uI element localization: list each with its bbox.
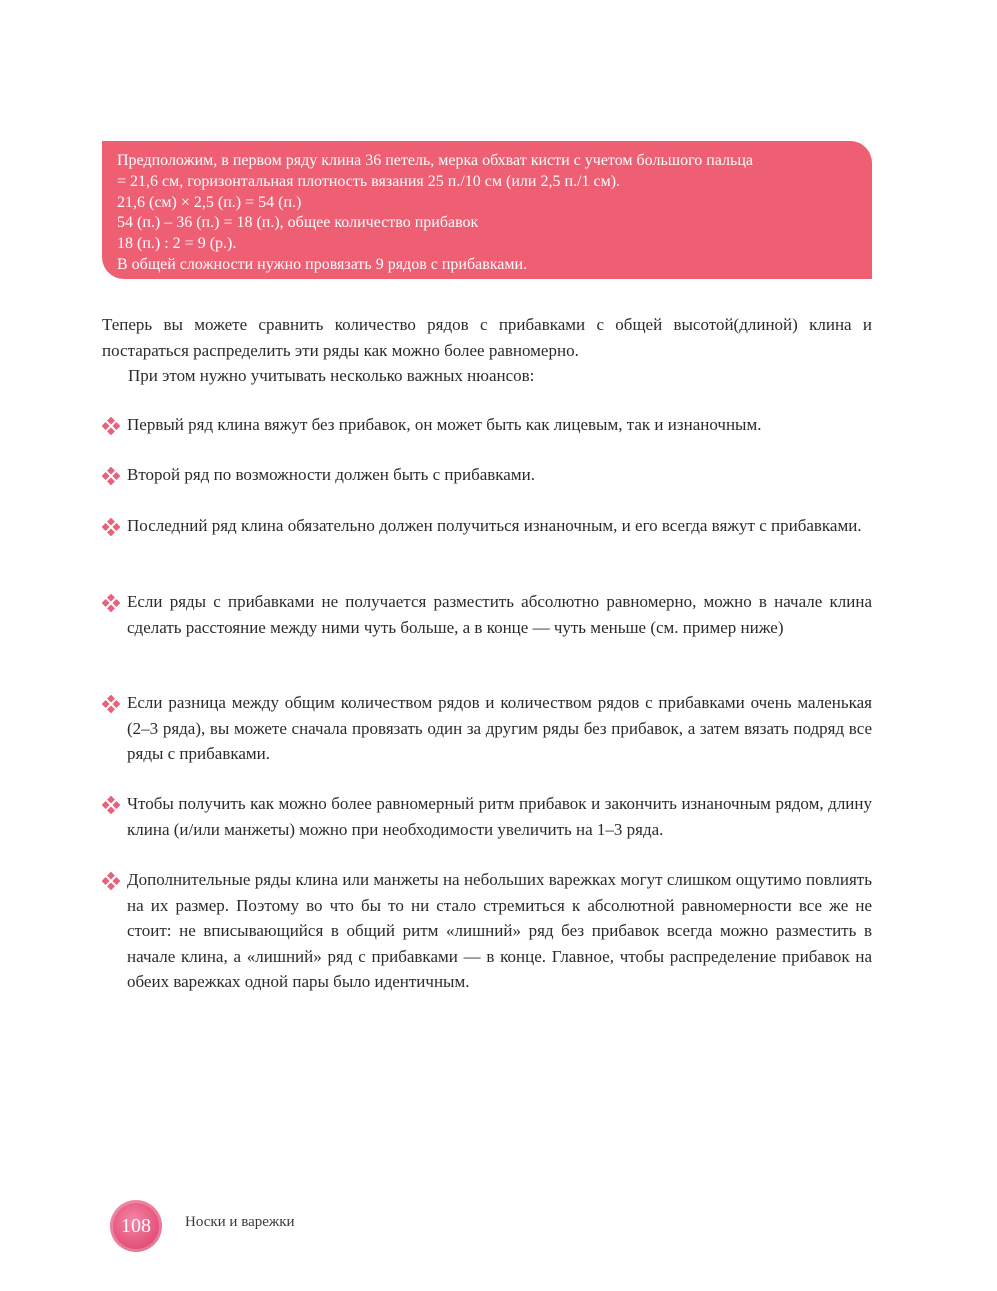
intro-text (102, 312, 872, 389)
bullet-item (102, 791, 872, 842)
bullet-text: Второй ряд по возможности должен быть с прибавками. (127, 465, 535, 484)
diamond-cluster-icon (102, 467, 120, 485)
bullet-item (102, 462, 872, 488)
intro-paragraph: Теперь вы можете сравнить количество рядов с прибавками с общей высотой(длиной) клина и постараться распределить эти ряды как можно более равномерно. (102, 315, 872, 360)
bullet-text: Если ряды с прибавками не получается разместить абсолютно равномерно, можно в начале клина сделать расстояние между ними чуть больше, а в конце — чуть меньше (см. пример ниже) (127, 592, 872, 637)
bullet-item (102, 412, 872, 438)
diamond-cluster-icon (102, 594, 120, 612)
callout-line: В общей сложности нужно провязать 9 рядов с прибавками. (117, 255, 528, 273)
bullet-text: Дополнительные ряды клина или манжеты на небольших варежках могут слишком ощутимо повлиять на их размер. Поэтому во что бы то ни стало стремиться к абсолютной равномерности все же не стоит: не вписывающийся в общий ритм «лишний» ряд без прибавок всегда можно разместить в начале клина, а «лишний» ряд с прибавками — в конце. Главное, чтобы распределение прибавок на обеих варежках одной пары было идентичным. (127, 870, 872, 992)
callout-line: = 21,6 см, горизонтальная плотность вязания 25 п./10 см (или 2,5 п./1 см). (117, 172, 621, 190)
intro-paragraph: При этом нужно учитывать несколько важных нюансов: (128, 366, 535, 385)
bullet-item (102, 589, 872, 640)
callout-line: 21,6 (см) × 2,5 (п.) = 54 (п.) (117, 193, 302, 211)
diamond-cluster-icon (102, 518, 120, 536)
bullet-text: Чтобы получить как можно более равномерный ритм прибавок и закончить изнаночным рядом, длину клина (и/или манжеты) можно при необходимости увеличить на 1–3 ряда. (127, 794, 872, 839)
diamond-cluster-icon (102, 695, 120, 713)
bullet-item (102, 690, 872, 767)
callout-line: 54 (п.) – 36 (п.) = 18 (п.), общее количество прибавок (117, 214, 479, 232)
diamond-cluster-icon (102, 796, 120, 814)
diamond-cluster-icon (102, 872, 120, 890)
bullet-text: Если разница между общим количеством рядов и количеством рядов с прибавками очень маленькая (2–3 ряда), вы можете сначала провязать один за другим ряды без прибавок, а затем вязать подряд все ряды с прибавками. (127, 693, 872, 764)
bullet-text: Первый ряд клина вяжут без прибавок, он может быть как лицевым, так и изнаночным. (127, 415, 762, 434)
example-callout-box (102, 141, 872, 279)
page-number-badge (110, 1200, 162, 1252)
callout-line: Предположим, в первом ряду клина 36 петель, мерка обхват кисти с учетом большого пальца (117, 152, 753, 169)
bullet-item (102, 867, 872, 995)
running-footer-title: Носки и варежки (185, 1214, 295, 1230)
bullet-item (102, 513, 872, 539)
bullet-text: Последний ряд клина обязательно должен получиться изнаночным, и его всегда вяжут с прибавками. (127, 516, 862, 535)
callout-line: 18 (п.) : 2 = 9 (р.). (117, 235, 237, 253)
diamond-cluster-icon (102, 417, 120, 435)
page-number: 108 (121, 1214, 151, 1237)
